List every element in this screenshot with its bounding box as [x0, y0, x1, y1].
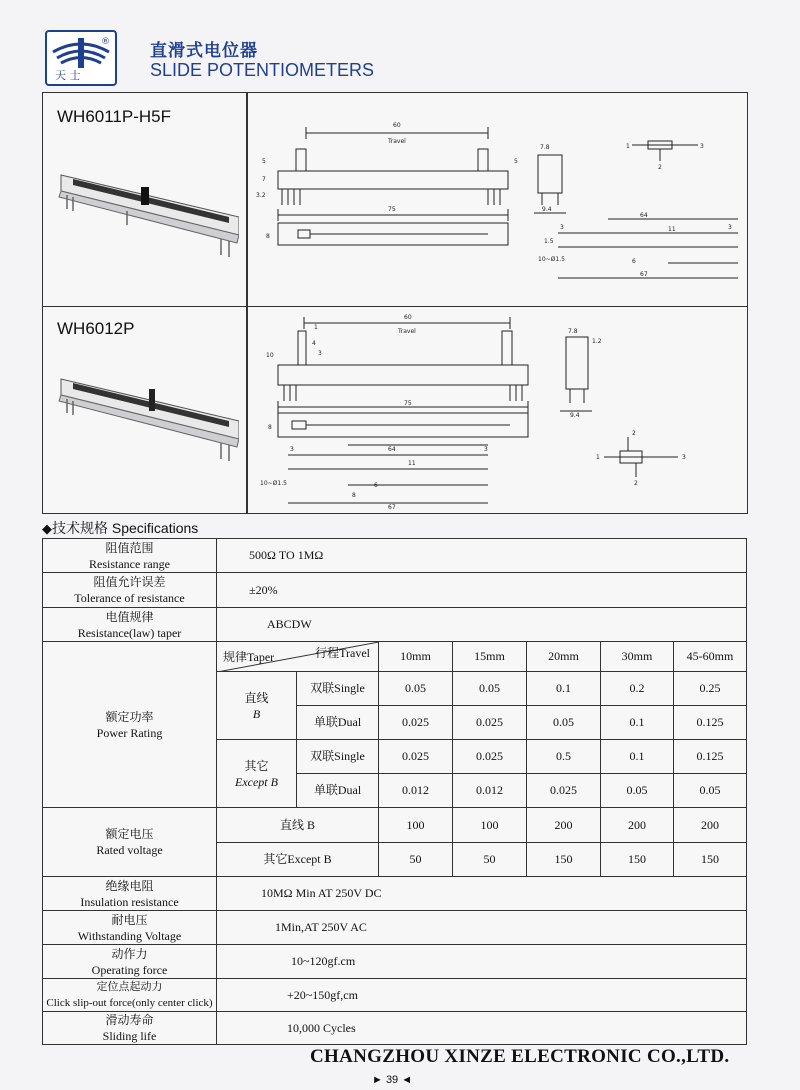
- table-cell: 10~120gf.cm: [217, 945, 747, 979]
- table-cell: 直线 B: [217, 672, 297, 740]
- svg-text:3.2: 3.2: [256, 192, 266, 199]
- table-cell: 额定功率 Power Rating: [43, 642, 217, 808]
- table-cell: 20mm: [527, 642, 601, 672]
- svg-text:3: 3: [728, 224, 732, 231]
- table-cell: 双联Single: [297, 672, 379, 706]
- product-photo: [53, 369, 239, 469]
- model-row: [43, 93, 747, 307]
- svg-text:Travel: Travel: [388, 138, 406, 145]
- svg-text:2: 2: [634, 480, 638, 487]
- svg-text:10~Ø1.5: 10~Ø1.5: [538, 256, 565, 263]
- company-name-footer: CHANGZHOU XINZE ELECTRONIC CO.,LTD.: [310, 1046, 730, 1067]
- svg-text:9.4: 9.4: [542, 206, 552, 213]
- page-number: ► 39 ◄: [372, 1074, 413, 1086]
- dimension-drawing: [248, 93, 746, 306]
- table-cell: ±20%: [217, 573, 747, 608]
- table-cell: 0.125: [674, 706, 747, 740]
- table-row: [43, 608, 747, 642]
- table-cell: 0.025: [453, 706, 527, 740]
- specifications-table: [42, 538, 747, 1045]
- table-cell: 0.2: [601, 672, 674, 706]
- table-cell: 其它Except B: [217, 843, 379, 877]
- table-cell: 10,000 Cycles: [217, 1012, 747, 1045]
- model-name: WH6011P-H5F: [57, 107, 171, 126]
- svg-text:10: 10: [266, 352, 274, 359]
- svg-text:3: 3: [318, 350, 322, 357]
- table-cell: 其它 Except B: [217, 740, 297, 808]
- table-cell: 滑动寿命 Sliding life: [43, 1012, 217, 1045]
- table-row: [43, 573, 747, 608]
- table-cell: 150: [674, 843, 747, 877]
- svg-text:11: 11: [408, 460, 416, 467]
- table-cell: 0.012: [379, 774, 453, 808]
- page-title-cn: 直滑式电位器: [150, 41, 258, 61]
- table-cell: 阻值范围 Resistance range: [43, 539, 217, 573]
- table-cell: 0.05: [601, 774, 674, 808]
- svg-text:2: 2: [658, 164, 662, 171]
- table-cell: 50: [379, 843, 453, 877]
- svg-text:1: 1: [596, 454, 600, 461]
- svg-text:67: 67: [388, 504, 396, 511]
- svg-text:6: 6: [632, 258, 636, 265]
- table-cell: 电值规律 Resistance(law) taper: [43, 608, 217, 642]
- svg-text:1.2: 1.2: [592, 338, 602, 345]
- svg-text:3: 3: [484, 446, 488, 453]
- table-cell: 150: [527, 843, 601, 877]
- table-cell: 0.025: [527, 774, 601, 808]
- table-cell: 0.05: [453, 672, 527, 706]
- table-row: [43, 877, 747, 911]
- svg-text:4: 4: [312, 340, 316, 347]
- svg-text:3: 3: [682, 454, 686, 461]
- table-cell: 0.025: [379, 706, 453, 740]
- table-cell: 直线 B: [217, 808, 379, 843]
- table-cell: 绝缘电阻 Insulation resistance: [43, 877, 217, 911]
- svg-text:9.4: 9.4: [570, 412, 580, 419]
- svg-text:8: 8: [352, 492, 356, 499]
- table-cell: 200: [601, 808, 674, 843]
- table-row: [43, 1012, 747, 1045]
- table-cell: 200: [674, 808, 747, 843]
- svg-text:64: 64: [640, 212, 648, 219]
- table-row: [43, 979, 747, 1012]
- table-cell: +20~150gf,cm: [217, 979, 747, 1012]
- table-cell: 0.25: [674, 672, 747, 706]
- table-cell: 50: [453, 843, 527, 877]
- table-cell: 10MΩ Min AT 250V DC: [217, 877, 747, 911]
- table-cell: 阻值允许误差 Tolerance of resistance: [43, 573, 217, 608]
- table-cell: 耐电压 Withstanding Voltage: [43, 911, 217, 945]
- table-cell: 15mm: [453, 642, 527, 672]
- table-cell: 动作力 Operating force: [43, 945, 217, 979]
- svg-text:7: 7: [262, 176, 266, 183]
- specifications-title: ◆技术规格 Specifications: [42, 520, 199, 536]
- svg-text:天 士: 天 士: [55, 69, 81, 82]
- svg-text:60: 60: [404, 314, 412, 321]
- table-cell: 10mm: [379, 642, 453, 672]
- svg-text:5: 5: [262, 158, 266, 165]
- table-row: [43, 945, 747, 979]
- table-cell: 双联Single: [297, 740, 379, 774]
- svg-text:1: 1: [626, 143, 630, 150]
- table-cell: 100: [379, 808, 453, 843]
- svg-text:®: ®: [101, 37, 110, 47]
- table-cell: 0.1: [601, 740, 674, 774]
- dimension-drawing: [248, 307, 746, 513]
- model-name: WH6012P: [57, 319, 135, 338]
- table-cell: 0.025: [453, 740, 527, 774]
- svg-text:60: 60: [393, 122, 401, 129]
- table-cell: 30mm: [601, 642, 674, 672]
- svg-text:8: 8: [268, 424, 272, 431]
- svg-text:64: 64: [388, 446, 396, 453]
- table-cell: 500Ω TO 1MΩ: [217, 539, 747, 573]
- svg-text:75: 75: [388, 206, 396, 213]
- svg-text:2: 2: [632, 430, 636, 437]
- svg-text:8: 8: [266, 233, 270, 240]
- table-cell: 0.05: [674, 774, 747, 808]
- table-cell: 200: [527, 808, 601, 843]
- svg-text:1.5: 1.5: [544, 238, 554, 245]
- table-row: [43, 911, 747, 945]
- svg-text:3: 3: [290, 446, 294, 453]
- svg-text:7.8: 7.8: [540, 144, 550, 151]
- table-cell: 150: [601, 843, 674, 877]
- svg-text:67: 67: [640, 271, 648, 278]
- svg-text:11: 11: [668, 226, 676, 233]
- svg-text:Travel: Travel: [398, 328, 416, 335]
- table-cell: 0.05: [527, 706, 601, 740]
- page-header: [42, 30, 762, 85]
- svg-text:3: 3: [560, 224, 564, 231]
- svg-text:75: 75: [404, 400, 412, 407]
- svg-text:6: 6: [374, 482, 378, 489]
- table-cell: 单联Dual: [297, 774, 379, 808]
- table-cell: 45-60mm: [674, 642, 747, 672]
- table-row: [43, 642, 747, 672]
- table-cell: 额定电压 Rated voltage: [43, 808, 217, 877]
- svg-text:3: 3: [700, 143, 704, 150]
- models-panel: [42, 92, 748, 514]
- table-cell: 0.1: [601, 706, 674, 740]
- table-cell: 0.1: [527, 672, 601, 706]
- product-photo: [53, 165, 239, 265]
- svg-text:7.8: 7.8: [568, 328, 578, 335]
- table-cell: 100: [453, 808, 527, 843]
- page-title-en: SLIDE POTENTIOMETERS: [150, 60, 375, 80]
- company-logo: [45, 30, 117, 86]
- svg-text:1: 1: [314, 324, 318, 331]
- table-cell: 0.05: [379, 672, 453, 706]
- model-row: [43, 307, 747, 513]
- table-cell: 单联Dual: [297, 706, 379, 740]
- svg-text:10~Ø1.5: 10~Ø1.5: [260, 480, 287, 487]
- table-cell: 0.5: [527, 740, 601, 774]
- svg-text:5: 5: [514, 158, 518, 165]
- table-cell: 0.125: [674, 740, 747, 774]
- table-cell: 1Min,AT 250V AC: [217, 911, 747, 945]
- table-cell: ABCDW: [217, 608, 747, 642]
- table-cell: 定位点起动力 Click slip-out force(only center click): [43, 979, 217, 1012]
- table-cell: 规律Taper 行程Travel: [217, 642, 379, 672]
- table-cell: 0.025: [379, 740, 453, 774]
- table-cell: 0.012: [453, 774, 527, 808]
- table-row: [43, 539, 747, 573]
- table-row: [43, 808, 747, 843]
